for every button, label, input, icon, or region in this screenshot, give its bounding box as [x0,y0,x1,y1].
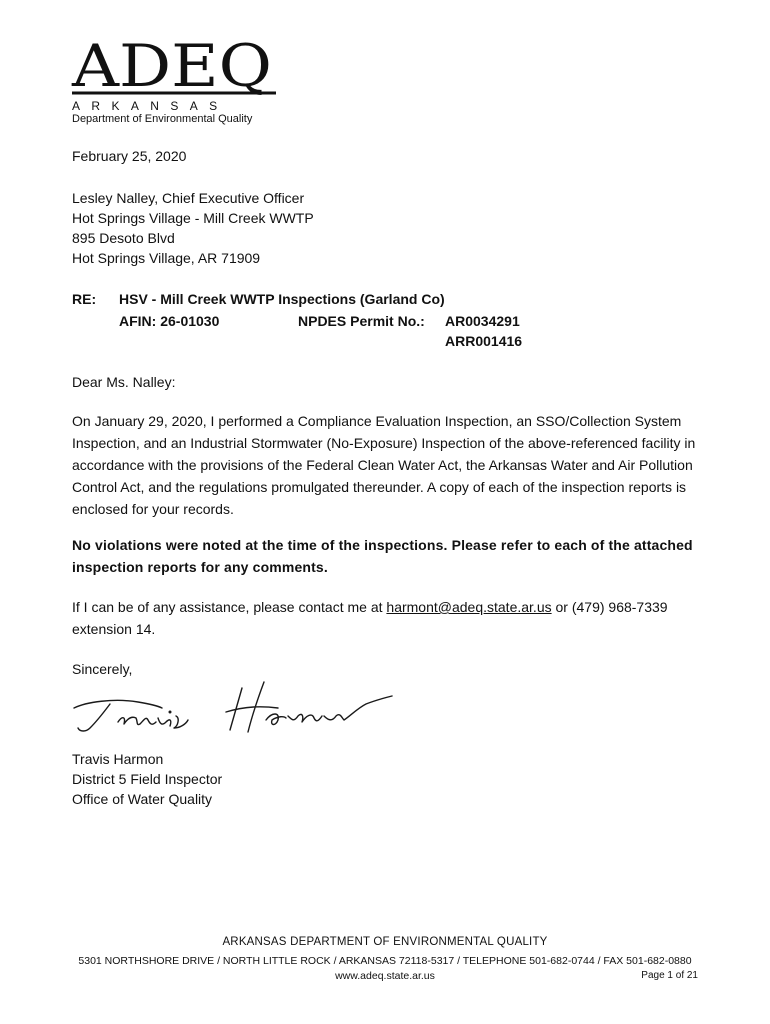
body-paragraph-3 [72,596,712,640]
re-npdes-label: NPDES Permit No.: [298,313,425,329]
adeq-logo [70,34,280,96]
re-permit-1: AR0034291 [445,313,520,329]
salutation: Dear Ms. Nalley: [72,374,176,390]
footer-website[interactable]: www.adeq.state.ar.us [335,970,435,982]
footer-address: 5301 NORTHSHORE DRIVE / NORTH LITTLE ROCK / ARKANSAS 72118-5317 / TELEPHONE 501-682-0744 / FAX 501-682-0880 [78,955,692,967]
re-label: RE: [72,291,97,307]
signer-title: District 5 Field Inspector [72,771,223,787]
logo-department: Department of Environmental Quality [72,113,253,125]
closing: Sincerely, [72,661,133,677]
adeq-logo-text: ADEQ [70,34,272,96]
recipient-organization: Hot Springs Village - Mill Creek WWTP [72,210,314,226]
contact-text-start: If I can be of any assistance, please contact me at [72,599,387,615]
footer-title: ARKANSAS DEPARTMENT OF ENVIRONMENTAL QUALITY [222,936,548,948]
recipient-street: 895 Desoto Blvd [72,230,175,246]
letter-date: February 25, 2020 [72,148,187,164]
body-paragraph-1: On January 29, 2020, I performed a Compliance Evaluation Inspection, an SSO/Collection System Inspection, and an Industrial Stormwater (No-Exposure) Inspection of the above-referenced facility in accordance with the provisions of the Federal Clean Water Act, the Arkansas Water and Air Pollution Control Act, and the regulations promulgated thereunder. A copy of each of the inspection reports is enclosed for your records. [72,413,696,517]
handwritten-signature [66,676,396,740]
signer-name: Travis Harmon [72,751,164,767]
re-subject: HSV - Mill Creek WWTP Inspections (Garland Co) [119,291,445,307]
page-number: Page 1 of 21 [641,970,698,981]
re-permit-2: ARR001416 [445,333,523,349]
contact-text-end: or (479) 968-7339 extension 14. [72,599,668,637]
re-afin: AFIN: 26-01030 [119,313,220,329]
email-link[interactable]: harmont@adeq.state.ar.us [386,599,552,615]
signer-office: Office of Water Quality [72,791,213,807]
recipient-name: Lesley Nalley, Chief Executive Officer [72,190,305,206]
body-paragraph-2: No violations were noted at the time of the inspections. Please refer to each of the attached inspection reports for any comments. [72,537,693,575]
recipient-city: Hot Springs Village, AR 71909 [72,250,261,266]
logo-state: ARKANSAS [72,99,229,113]
